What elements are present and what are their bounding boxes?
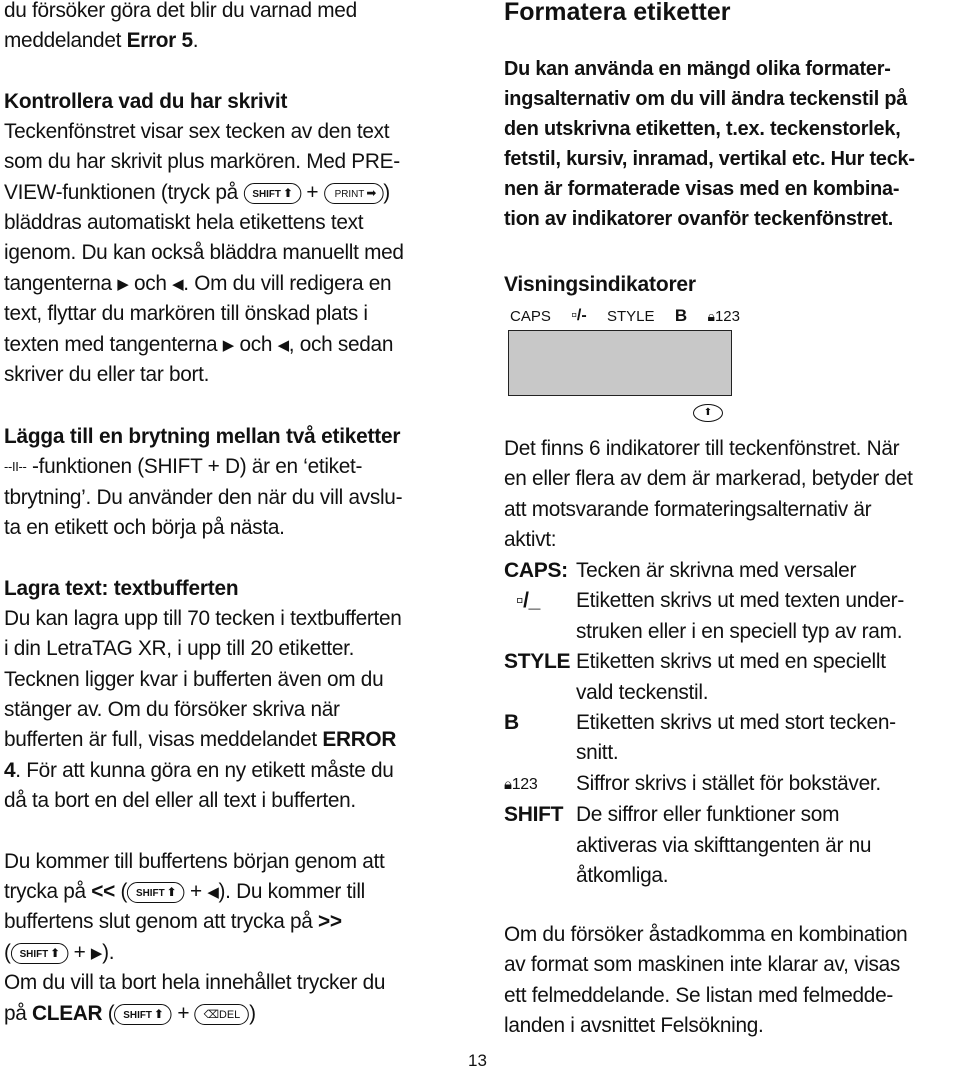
definition-caps: [504, 556, 956, 586]
text-line: tion av indikatorer ovanför teckenfönstret.: [504, 208, 894, 230]
page-number: 13: [468, 1051, 487, 1070]
text-line: ( SHIFT ⬆ + ▶).: [4, 940, 115, 964]
paragraph-label-break: [4, 452, 456, 543]
right-column: [504, 0, 956, 1077]
text-line: stänger av. Om du försöker skriva när: [4, 697, 340, 721]
text-line: Om du försöker åstadkomma en kombination: [504, 923, 908, 946]
text-fragment: VIEW-funktionen (tryck på: [4, 180, 244, 204]
section-title: Formatera etiketter: [504, 0, 731, 26]
text-line: på CLEAR ( SHIFT ⬆ + ⌫DEL ): [4, 1001, 256, 1025]
text-line: text, flyttar du markören till önskad plats i: [4, 302, 368, 326]
right-arrow-icon: ▶: [90, 943, 103, 962]
text-line: som du har skrivit plus markören. Med PRE-: [4, 150, 400, 174]
indicator-row: [510, 306, 740, 326]
definition-bold: [504, 708, 956, 769]
description: Siffror skrivs i stället för bokstäver.: [576, 771, 881, 795]
text-line: landen i avsnittet Felsökning.: [504, 1014, 764, 1038]
style-indicator: STYLE: [607, 307, 655, 325]
text-line: en eller flera av dem är markerad, betyder det: [504, 467, 913, 491]
text-fragment: .: [192, 29, 199, 53]
text-line: fetstil, kursiv, inramad, vertikal etc. Hur teck-: [504, 148, 915, 170]
text-fragment: ): [383, 180, 390, 204]
text-line: Det finns 6 indikatorer till teckenfönstret. När: [504, 437, 900, 460]
text-line: tangenterna ▶ och ◀. Om du vill redigera en: [4, 271, 392, 295]
lock-icon: 🔒︎: [707, 308, 715, 325]
text-line: aktivt:: [504, 528, 557, 552]
description: Etiketten skrivs ut med texten under- struken eller i en speciell typ av ram.: [576, 589, 904, 643]
text-line: du försöker göra det blir du varnad med: [4, 0, 357, 22]
description: Etiketten skrivs ut med stort tecken- snitt.: [576, 711, 896, 765]
shift-key-icon: SHIFT ⬆: [11, 943, 68, 964]
definition-style: [504, 647, 956, 708]
text-line: trycka på << ( SHIFT ⬆ + ◀). Du kommer till: [4, 879, 365, 903]
text-line: Teckenfönstret visar sex tecken av den text: [4, 119, 390, 143]
term: B: [504, 711, 519, 735]
text-line: skriver du eller tar bort.: [4, 363, 210, 387]
print-key-icon: PRINT ➡: [324, 183, 384, 204]
text-line: buffertens slut genom att trycka på >>: [4, 910, 342, 934]
heading-check-text: Kontrollera vad du har skrivit: [4, 89, 288, 113]
shift-indicator-icon: ⬆: [693, 404, 723, 422]
text-line: bufferten är full, visas meddelandet ERROR: [4, 728, 397, 752]
text-line: då ta bort en del eller all text i bufferten.: [4, 789, 356, 813]
error-code: Error 5: [126, 29, 193, 53]
paragraph-text-buffer: [4, 604, 456, 817]
text-line: [4, 178, 452, 208]
description: De siffror eller funktioner som aktiveras via skifttangenten är nu åtkomliga.: [576, 803, 872, 888]
text-line: igenom. Du kan också bläddra manuellt med: [4, 241, 404, 265]
term: ▫/_: [516, 589, 541, 613]
clear-label: CLEAR: [32, 1001, 103, 1025]
text-line: ta en etikett och börja på nästa.: [4, 516, 285, 540]
text-line: i din LetraTAG XR, i upp till 20 etiketter.: [4, 637, 355, 661]
text-line: Du kan lagra upp till 70 tecken i textbufferten: [4, 606, 402, 630]
error-code: ERROR: [322, 728, 397, 752]
intro-paragraph: [504, 54, 956, 234]
definition-numbers: [504, 769, 956, 800]
text-line: [4, 26, 452, 56]
shift-key-icon: SHIFT ⬆: [127, 882, 184, 903]
text-line: Tecknen ligger kvar i bufferten även om du: [4, 667, 384, 691]
definition-frame: [504, 586, 956, 647]
text-fragment: +: [300, 180, 324, 204]
shift-key-icon: SHIFT ⬆: [243, 183, 300, 204]
text-line: ett felmeddelande. Se listan med felmedde-: [504, 983, 894, 1007]
paragraph-indicators: [504, 434, 956, 556]
text-line: nen är formaterade visas med en kombina-: [504, 178, 900, 200]
text-line: 4. För att kunna göra en ny etikett måste du: [4, 758, 394, 782]
text-line: av format som maskinen inte klarar av, visas: [504, 953, 901, 977]
heading-text-buffer: Lagra text: textbufferten: [4, 576, 239, 600]
num-indicator: 🔒︎123: [707, 307, 740, 325]
delete-key-icon: ⌫DEL: [195, 1004, 249, 1025]
left-arrow-icon: ◀: [277, 335, 289, 354]
error-code: 4: [4, 758, 16, 782]
text-line: ingsalternativ om du vill ändra teckenstil på: [504, 88, 908, 110]
text-line: tbrytning’. Du använder den när du vill avslu-: [4, 485, 403, 509]
text-line: Om du vill ta bort hela innehållet trycker du: [4, 971, 386, 995]
left-arrow-icon: ◀: [172, 274, 184, 293]
heading-label-break: Lägga till en brytning mellan två etiketter: [4, 425, 401, 449]
paragraph-format-error: [504, 920, 956, 1042]
text-line: Du kommer till buffertens början genom att: [4, 849, 385, 873]
shift-key-icon: SHIFT ⬆: [114, 1004, 171, 1025]
end-symbol: >>: [318, 910, 342, 934]
right-arrow-icon: ▶: [117, 274, 129, 293]
bold-indicator: B: [674, 306, 688, 325]
text-line: den utskrivna etiketten, t.ex. teckenstorlek,: [504, 118, 901, 140]
paragraph-error5: [4, 0, 456, 57]
description: Tecken är skrivna med versaler: [576, 559, 857, 582]
description: Etiketten skrivs ut med en speciellt vald teckenstil.: [576, 650, 886, 704]
begin-symbol: <<: [91, 879, 115, 903]
text-line: --II-- -funktionen (SHIFT + D) är en ‘etiket-: [4, 455, 363, 479]
term: 🔒︎123: [504, 774, 538, 793]
paragraph-buffer-navigation: [4, 847, 456, 1029]
frame-indicator: ▫/-: [571, 307, 587, 324]
text-line: att motsvarande formateringsalternativ är: [504, 497, 872, 521]
caps-indicator: CAPS: [510, 307, 551, 325]
text-line: texten med tangenterna ▶ och ◀, och sedan: [4, 332, 394, 356]
text-fragment: meddelandet: [4, 29, 127, 53]
indicator-definitions: [504, 556, 956, 891]
text-line: Du kan använda en mängd olika formater-: [504, 58, 891, 80]
term: STYLE: [504, 650, 571, 674]
heading-indicators: Visningsindikatorer: [504, 273, 696, 296]
paragraph-preview: [4, 117, 456, 391]
text-line: bläddras automatiskt hela etikettens text: [4, 211, 364, 235]
definition-shift: [504, 800, 956, 891]
term: CAPS:: [504, 559, 568, 582]
left-arrow-icon: ◀: [207, 882, 219, 901]
left-column: [4, 0, 456, 1029]
right-arrow-icon: ▶: [222, 335, 234, 354]
term: SHIFT: [504, 803, 564, 827]
label-break-icon: --II--: [4, 459, 27, 475]
lock-icon: 🔒︎: [504, 774, 512, 793]
lcd-display: [508, 330, 732, 396]
